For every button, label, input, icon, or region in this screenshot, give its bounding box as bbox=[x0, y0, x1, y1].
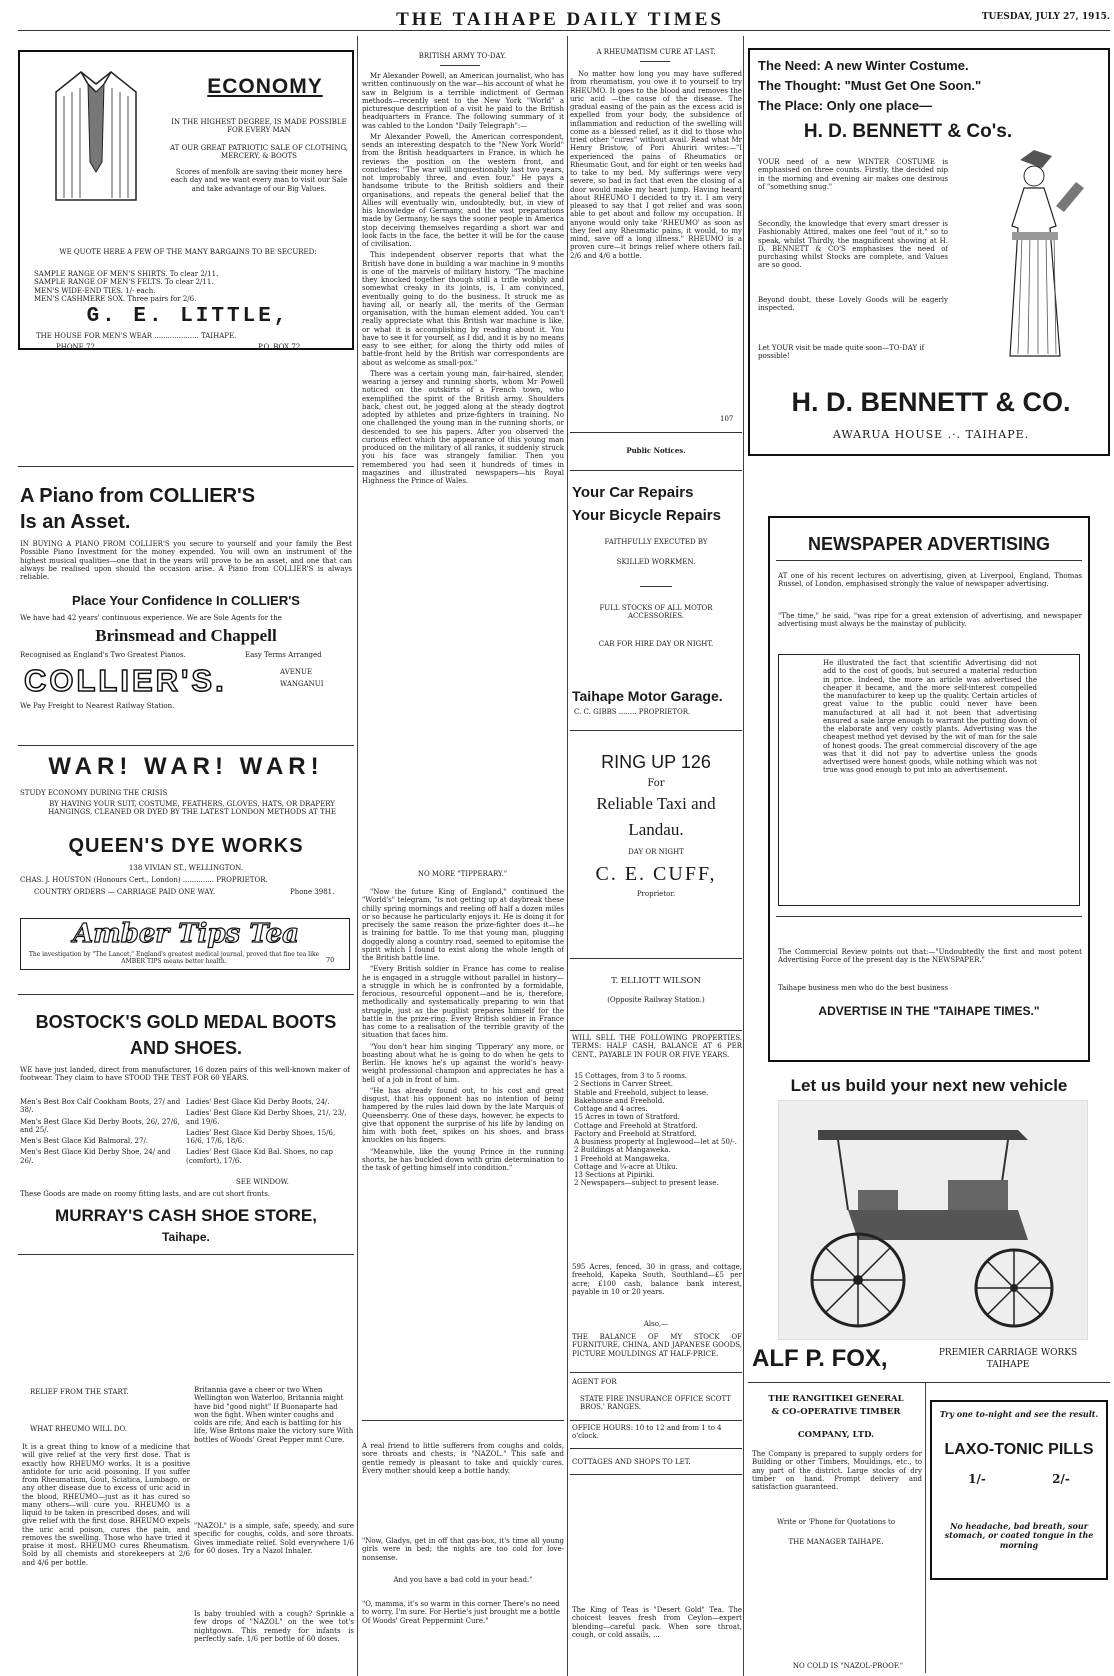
wilson-agent: AGENT FOR bbox=[572, 1378, 617, 1386]
army-nazol-2: "Now, Gladys, get in off that gas-box, it's time all young girls were in bed; the nights are too cold for love-nonsense. bbox=[362, 1537, 564, 1562]
bostock-item: Men's Best Glace Kid Derby Boots, 26/, 27/6, and 25/. bbox=[20, 1117, 180, 1134]
rule bbox=[362, 1420, 564, 1421]
little-item: MEN'S WIDE-END TIES. 1/- each. bbox=[34, 286, 156, 295]
bostock-window: SEE WINDOW. bbox=[236, 1178, 289, 1186]
rule bbox=[18, 466, 354, 467]
wilson-property: Cottage and 4 acres. bbox=[574, 1105, 648, 1113]
bostock-store: MURRAY'S CASH SHOE STORE, bbox=[55, 1206, 317, 1225]
colliers-headline-2: Is an Asset. bbox=[20, 511, 131, 533]
little-house: THE HOUSE FOR MEN'S WEAR .................... TAIHAPE. bbox=[36, 332, 237, 340]
laxo-name: LAXO-TONIC PILLS bbox=[944, 1441, 1094, 1458]
wilson-hours: OFFICE HOURS: 10 to 12 and from 1 to 4 o'clock. bbox=[572, 1424, 722, 1441]
rule bbox=[570, 1372, 742, 1373]
masthead-title: THE TAIHAPE DAILY TIMES bbox=[396, 9, 724, 30]
garage-line-2: Your Bicycle Repairs bbox=[572, 507, 721, 524]
rule bbox=[440, 65, 480, 66]
column-rule-4 bbox=[925, 1383, 926, 1673]
wilson-property: 2 Sections in Carver Street. bbox=[574, 1080, 673, 1089]
little-items bbox=[34, 270, 346, 303]
bostock-item: Ladies' Best Glace Kid Bal. Shoes, no cap (comfort), 17/6. bbox=[186, 1148, 334, 1165]
little-intro-3: Scores of menfolk are saving their money here each day and we want every man to visit our Sale and take advantage of our Big Values. bbox=[170, 168, 348, 193]
timber-manager: THE MANAGER TAIHAPE. bbox=[788, 1538, 884, 1546]
advert-lead: AT one of his recent lectures on advertising, given at Liverpool, England, Thomas Russel, of London, emphasised strongly the value of newspaper advertising. bbox=[778, 572, 1082, 589]
bostock-item: Men's Best Glace Kid Derby Shoe, 24/ and 26/. bbox=[20, 1148, 171, 1165]
nazol-verse: Britannia gave a cheer or two When Wellington won Waterloo, Britannia might have bid "good night" If Buonaparte had won the fight. When winter coughs and colds are rife, And each is battling for his life, Wise Britons make the victory sure With bottles of Woods' Great Pepper mint Cure. bbox=[194, 1386, 354, 1444]
wilson-property: A business property at Inglewood—let at 50/-. bbox=[574, 1138, 737, 1146]
advert-review: The Commercial Review points out that:—"Undoubtedly the first and most potent Advertising Force of the present day is the NEWSPAPER." bbox=[778, 948, 1082, 965]
vehicle-works: PREMIER CARRIAGE WORKS bbox=[938, 1348, 1078, 1358]
bostock-town: Taihape. bbox=[162, 1230, 210, 1244]
nazol-verse-ad-2: Is baby troubled with a cough? Sprinkle a few drops of "NAZOL" on the wee tot's nightgown. This remedy for infants is perfectly safe. 1/6 per bottle of 60 doses. bbox=[194, 1610, 354, 1643]
column-rule-1 bbox=[357, 36, 358, 1676]
bennett-need: The Need: A new Winter Costume. bbox=[758, 58, 969, 73]
bennett-visit: Let YOUR visit be made quite soon—TO-DAY if possible! bbox=[758, 344, 925, 361]
bostock-item: Men's Best Box Calf Cookham Boots, 27/ and 38/. bbox=[20, 1098, 181, 1115]
colliers-headline-1: A Piano from COLLIER'S bbox=[20, 485, 256, 507]
bostock-note: These Goods are made on roomy fitting lasts, and are cut short fronts. bbox=[20, 1190, 271, 1198]
wilson-farm: 595 Acres, fenced, 30 in grass, and cottage, freehold, Kapeka South, Southland—£5 per acre; £100 cash, balance bank interest, payable in 10 or 20 years. bbox=[572, 1263, 742, 1296]
rule bbox=[640, 586, 672, 587]
vehicle-name: ALF P. FOX, bbox=[752, 1345, 888, 1372]
masthead-date: TUESDAY, JULY 27, 1915. bbox=[981, 12, 1110, 22]
colliers-avenue: AVENUE bbox=[280, 668, 313, 676]
advert-cta: ADVERTISE IN THE "TAIHAPE TIMES." bbox=[818, 1004, 1040, 1018]
bostock-left-list bbox=[20, 1098, 182, 1168]
bennett-body-2: Secondly, the knowledge that every smart dresser is Fashionably Attired, makes one feel "out of it," so to speak, whilst Thirdly, the magnificent showing at H. D. BENNETT & CO'S emphasises the need of purchasing whilst Stocks are complete, and Values are so good. bbox=[758, 220, 948, 270]
army-paragraph: Mr Alexander Powell, an American journalist, who has written continuously on the war—his account of what he saw in Belgium is a terrible indictment of German methods—recently sent to the New York "World" a picturesque description of a visit he paid to the British headquarters in France. The following summary of it was cabled to the London "Daily Telegraph":— bbox=[362, 72, 564, 130]
tipperary-paragraph: "You don't hear him singing 'Tipperary' any more, or boasting about what he is going to do when he gets to Berlin. He knows he's up against the world's heavy-weight professional champion and appreciates he has a hell of a job in front of him. bbox=[362, 1042, 564, 1084]
rheumatism-num: 107 bbox=[720, 415, 734, 423]
wilson-property: Factory and Freehold at Stratford. bbox=[574, 1129, 697, 1138]
bennett-body-3: Beyond doubt, these Lovely Goods will be eagerly inspected. bbox=[758, 296, 948, 313]
wilson-insurance: STATE FIRE INSURANCE OFFICE SCOTT BROS.' RANGES. bbox=[580, 1395, 731, 1412]
army-title: BRITISH ARMY TO-DAY. bbox=[418, 52, 507, 60]
amber-num: 70 bbox=[326, 957, 335, 964]
rule bbox=[776, 560, 1082, 561]
rheumatism-title: A RHEUMATISM CURE AT LAST. bbox=[596, 48, 716, 56]
army-paragraph: There was a certain young man, fair-haired, slender, wearing a jersey and running shorts, whom Mr Powell noticed on the outskirts of a French town, who exemplified the spirit of the British army. Shoulders back, chest out, he jogged along at the steady dogtrot adopted by athletes and prize-fighters in training. No one challenged the young man in the running shorts, or descended to see his papers. After you observed the curious effect which the appearance of this young man produced on the military of all ranks, it suddenly struck you his face was strangely familiar. Then you remembered you had seen it hundreds of times in magazines and illustrated newspapers—his Royal Highness the Prince of Wales. bbox=[362, 369, 564, 485]
rule bbox=[570, 730, 742, 731]
bostock-right-list bbox=[186, 1098, 352, 1168]
nazol-verse-ad-1: "NAZOL" is a simple, safe, speedy, and sure specific for coughs, colds, and sore throats. Gives immediate relief. Sold everywhere 1/6 for 60 doses. Try a Nazol Inhaler. bbox=[194, 1522, 354, 1555]
colliers-brand: Brinsmead and Chappell bbox=[95, 626, 277, 645]
wilson-property: 1 Freehold at Mangaweka. bbox=[574, 1154, 670, 1163]
vehicle-town: TAIHAPE bbox=[986, 1360, 1030, 1370]
rule bbox=[570, 1420, 742, 1421]
dye-name: QUEEN'S DYE WORKS bbox=[68, 835, 304, 857]
colliers-freight: We Pay Freight to Nearest Railway Station. bbox=[20, 702, 175, 710]
rule bbox=[640, 61, 670, 62]
advert-inner bbox=[778, 654, 1080, 906]
garage-skilled: SKILLED WORKMEN. bbox=[616, 558, 696, 566]
dye-headline: WAR! WAR! WAR! bbox=[48, 753, 324, 780]
little-quote-line: WE QUOTE HERE A FEW OF THE MANY BARGAINS TO BE SECURED: bbox=[59, 248, 317, 256]
little-intro-1: IN THE HIGHEST DEGREE, IS MADE POSSIBLE FOR EVERY MAN bbox=[171, 118, 347, 135]
colliers-confidence: Place Your Confidence In COLLIER'S bbox=[72, 593, 300, 608]
tipperary-paragraph: "Meanwhile, like the young Prince in the running shorts, he has buckled down with grim determination to the task of getting himself into condition." bbox=[362, 1147, 564, 1172]
bennett-place: The Place: Only one place— bbox=[758, 98, 933, 113]
bennett-name: H. D. BENNETT & Co's. bbox=[803, 121, 1013, 142]
colliers-logo: COLLIER'S. bbox=[24, 663, 227, 698]
rule bbox=[748, 1382, 1110, 1383]
army-paragraph: Mr Alexander Powell, the American correspondent, sends an interesting despatch to the "New York World" from the British headquarters in France, in which he reviews the position on the western front, and concludes: "The war will unquestionably last two years, not improbably three, and even four." He pays a handsome tribute to the British soldiers and their organisations, and repeats the general belief that the Allies will eventually win, undoubtedly, but, in view of his knowledge of Germany, and the vast preparations made by Germany, he says the sooner people in America stop deceiving themselves regarding a short war and look facts in the face, the better it will be for the cause of civilisation. bbox=[362, 132, 564, 248]
tipperary-title: NO MORE "TIPPERARY." bbox=[417, 870, 508, 878]
little-item: SAMPLE RANGE OF MEN'S SHIRTS. To clear 2/11. bbox=[34, 270, 219, 278]
wilson-opposite: (Opposite Railway Station.) bbox=[607, 996, 705, 1004]
garage-hire: CAR FOR HIRE DAY OR NIGHT. bbox=[598, 640, 714, 648]
amber-logo: Amber Tips Tea bbox=[72, 919, 299, 949]
shirt-icon bbox=[36, 62, 156, 202]
rheumo-left-title-2: WHAT RHEUMO WILL DO. bbox=[30, 1425, 128, 1433]
rule bbox=[18, 1254, 354, 1255]
little-heading: ECONOMY bbox=[207, 75, 323, 98]
dye-proprietor: CHAS. J. HOUSTON (Honours Cert., London) .............. PROPRIETOR. bbox=[20, 876, 268, 884]
wilson-property: 13 Sections at Pipiriki. bbox=[574, 1171, 655, 1179]
advert-quote: "The time," he said, "was ripe for a great extension of advertising, and newspaper advertising must always be the mainstay of publicity. bbox=[778, 612, 1082, 629]
bennett-big: H. D. BENNETT & CO. bbox=[791, 387, 1071, 417]
little-item: MEN'S CASHMERE SOX. Three pairs for 2/6. bbox=[34, 294, 197, 303]
colliers-experience: We have had 42 years' continuous experience. We are Sole Agents for the bbox=[20, 614, 282, 622]
bostock-headline-1: BOSTOCK'S GOLD MEDAL BOOTS bbox=[35, 1012, 337, 1032]
taxi-landau: Landau. bbox=[628, 820, 684, 839]
army-nazol-4: "O, mamma, it's so warm in this corner There's no need to worry, I'm sure. For Hertie's just brought me a bottle Of Woods' Great Peppermint Cure." bbox=[362, 1600, 560, 1625]
rule bbox=[570, 1474, 742, 1475]
tipperary-paragraph: "Every British soldier in France has come to realise he is engaged in a struggle without parallel in history—a struggle in which he is confronted by a formidable, ferocious, resourceful opponent—and he is, therefore, methodically and systematically preparing to win that struggle, just as the pugilist prepares himself for the battle in the prize-ring. Every British soldier in France has come to a realisation of the terrible gravity of the situation that faces him. bbox=[362, 965, 564, 1040]
timber-title-3: COMPANY, LTD. bbox=[797, 1430, 875, 1440]
wilson-tea: The King of Teas is "Desert Gold" Tea. The choicest leaves fresh from Ceylon—expert blending—careful pack. When sore throat, cough, or cold assails, ... bbox=[572, 1606, 742, 1639]
tipperary-paragraph: "He has already found out, to his cost and great disgust, that his opponent has no intention of being hampered by the rules laid down by the late Marquis of Queensberry. One of these days, however, he expects to give that opponent the surprise of his life by landing on him with both feet, spikes on his shoes, and brass knuckles on his fingers. bbox=[362, 1086, 564, 1145]
little-item: SAMPLE RANGE OF MEN'S FELTS. To clear 2/11. bbox=[34, 278, 214, 287]
laxo-bottom: No headache, bad breath, sour stomach, or coated tongue in the morning bbox=[944, 1522, 1094, 1550]
dye-address: 138 VIVIAN ST., WELLINGTON. bbox=[128, 864, 244, 872]
taxi-name: C. E. CUFF, bbox=[595, 863, 717, 885]
rheumatism-body: No matter how long you may have suffered from rheumatism, you owe it to yourself to try RHEUMO. It goes to the blood and removes the uric acid —the cause of the disease. The gradual easing of the pain as the excess acid is expelled from your body, the subsidence of inflammation and reduction of the swelling will come as a blessed relief, as it did to those who tried other "cures" without avail. Read what Mr Henry Bristow, of Pori Ahuriri writes:—"I experienced the pains of Rheumatics or Rheumatic Gout, and for eight or ten weeks had to take to my bed. My sufferings were very severe, so bad in fact that even the closing of a door would make my heart jump. Having heard about RHEUMO I decided to try it. I am very pleased to say that I got relief and was soon able to get about and follow my occupation. If anyone would only take 'RHEUMO' as soon as they feel any Rheumatic pains, it would, to my mind, save off a long illness." RHEUMO is a proven cure—it brings relief where others fail. 2/6 and 4/6 a bottle. bbox=[570, 70, 742, 260]
tipperary-body bbox=[362, 888, 564, 1175]
wilson-property: Cottage and ¼-acre at Utiku. bbox=[574, 1162, 678, 1171]
army-body bbox=[362, 72, 564, 488]
advert-business: Taihape business men who do the best business bbox=[778, 984, 948, 992]
wilson-also: Also,— bbox=[643, 1320, 669, 1328]
advert-title: NEWSPAPER ADVERTISING bbox=[807, 534, 1051, 554]
rule bbox=[570, 1448, 742, 1449]
wilson-property: 2 Newspapers—subject to present lease. bbox=[574, 1179, 719, 1188]
army-nazol-1: A real friend to little sufferers from coughs and colds, sore throats and chests, is "NAZOL." This safe and gentle remedy is pleasant to take and quickly cures. Every mother should keep a bottle handy. bbox=[362, 1442, 564, 1475]
timber-write: Write or 'Phone for Quotations to bbox=[776, 1518, 896, 1526]
timber-title-1: THE RANGITIKEI GENERAL bbox=[768, 1394, 904, 1404]
wilson-property: 15 Acres in town of Stratford. bbox=[574, 1113, 680, 1122]
army-paragraph: This independent observer reports that what the British have done in building a war machine in 9 months is one of the marvels of military history. "The machine they knocked together though still a trifle wobbly and somewhat creaky in its joints, is, I am convinced, eventually going to do the business. It struck me as having all, or nearly all, the merits of the German organisation, with the human element added. You can't really appreciate what this British war machine is like, or what it is accomplishing by reading about it. You have to see it for yourself, as I did, and it is by no means easy to see either, for along the thirty odd miles of battle-front held by the British war correspondents are about as welcome as small-pox." bbox=[362, 251, 564, 367]
laxo-p2: 2/- bbox=[1052, 1472, 1070, 1486]
little-ad bbox=[18, 50, 354, 350]
footer-nazol: NO COLD IS "NAZOL-PROOF." bbox=[792, 1662, 904, 1670]
garage-name: Taihape Motor Garage. bbox=[572, 688, 723, 704]
dye-country: COUNTRY ORDERS — CARRIAGE PAID ONE WAY. bbox=[34, 888, 216, 896]
wilson-property: 15 Cottages, from 3 to 5 rooms. bbox=[574, 1072, 688, 1080]
rule bbox=[570, 470, 742, 471]
colliers-recognised: Recognised as England's Two Greatest Pianos. bbox=[20, 651, 186, 659]
dye-phone: Phone 3981. bbox=[290, 888, 335, 896]
rule bbox=[570, 432, 742, 433]
wilson-name: T. ELLIOTT WILSON bbox=[611, 976, 701, 986]
little-name: G. E. LITTLE, bbox=[86, 305, 290, 328]
bostock-item: Ladies' Best Glace Kid Derby Shoes, 21/, 23/, and 19/6. bbox=[186, 1109, 347, 1126]
bennett-house: AWARUA HOUSE .·. TAIHAPE. bbox=[832, 428, 1030, 441]
garage-prop: C. C. GIBBS ........ PROPRIETOR. bbox=[574, 708, 691, 716]
colliers-town: WANGANUI bbox=[280, 680, 324, 688]
taxi-prop: Proprietor. bbox=[636, 890, 676, 898]
laxo-ad bbox=[930, 1400, 1108, 1580]
column-rule-2 bbox=[567, 36, 568, 1676]
bostock-headline-2: AND SHOES. bbox=[129, 1038, 243, 1058]
little-box: P.O. BOX 72. bbox=[258, 343, 303, 350]
rule bbox=[18, 994, 354, 995]
advert-ad bbox=[768, 516, 1090, 1062]
rheumo-left-body: It is a great thing to know of a medicine that will give relief at the very first dose. That is exactly how RHEUMO works. It is a positive antidote for uric acid poisoning. If you suffer from Rheumatism, Gout, Sciatica, Lumbago, or any other disease due to excess of uric acid in the blood, RHEUMO—just as it has cured so many others—will cure you. RHEUMO is a liquid to be taken in prescribed doses, and will give relief with the first dose. RHEUMO expels the uric acid poison, cures the pain, and removes the swelling. Those who have tried it praise it most. RHEUMO cures Rheumatism. Sold by all chemists and storekeepers at 2/6 and 4/6 per bottle. bbox=[22, 1443, 190, 1567]
bostock-item: Ladies' Best Glace Kid Derby Shoes, 15/6, 16/6, 17/6, 18/6. bbox=[186, 1128, 336, 1145]
wilson-sell: WILL SELL THE FOLLOWING PROPERTIES. TERMS: HALF CASH, BALANCE AT 6 PER CENT., PAYABLE IN FOUR OR FIVE YEARS. bbox=[572, 1034, 742, 1059]
bennett-body-1: YOUR need of a new WINTER COSTUME is emphasised on three counts. Firstly, the decided nip in the morning and evening air makes one desirous of "something snug." bbox=[758, 158, 948, 191]
bennett-ad bbox=[748, 48, 1110, 456]
masthead-rule bbox=[18, 30, 1110, 31]
colliers-terms: Easy Terms Arranged bbox=[245, 651, 322, 659]
army-nazol-3: And you have a bad cold in your head." bbox=[393, 1576, 533, 1584]
rule bbox=[570, 958, 742, 959]
timber-body: The Company is prepared to supply orders for Building or other Timbers, Mouldings, etc., to any part of the district. Large stocks of dry timber on hand. Prompt delivery and satisfaction guaranteed. bbox=[752, 1450, 922, 1491]
wilson-balance: THE BALANCE OF MY STOCK OF FURNITURE, CHINA, AND JAPANESE GOODS, PICTURE MOULDINGS AT HALF-PRICE. bbox=[572, 1333, 742, 1358]
woman-illustration bbox=[972, 146, 1102, 366]
garage-faith: FAITHFULLY EXECUTED BY bbox=[604, 538, 708, 546]
taxi-ring: RING UP 126 bbox=[601, 752, 711, 772]
rheumo-left-title-1: RELIEF FROM THE START. bbox=[30, 1388, 129, 1396]
carriage-illustration bbox=[778, 1100, 1088, 1340]
rule bbox=[570, 1030, 742, 1031]
taxi-day: DAY OR NIGHT bbox=[628, 848, 684, 856]
timber-title-2: & CO-OPERATIVE TIMBER bbox=[771, 1407, 901, 1417]
advert-inner-text: He illustrated the fact that scientific Advertising did not add to the cost of goods, but secured a material reduction in price. Indeed, the more an article was advertised the cheaper it became, and the more self-interest compelled the manufacturer to keep up the quality. Certain articles of great value to the public could never have been manufactured at all had it not been that advertising ensured a sale large enough to warrant the putting down of the elaborate and very costly plants. Advertising was the cheapest method yet devised by the wit of man for the sale of honest goods. The great commercial discovery of the age was that it did not pay to advertise unless the goods advertised were honest goods, while nothing which was not true was good enough to put into an advertisement. bbox=[823, 659, 1037, 775]
garage-stocks: FULL STOCKS OF ALL MOTOR ACCESSORIES. bbox=[599, 604, 713, 621]
bostock-intro: WE have just landed, direct from manufacturer, 16 dozen pairs of this well-known maker of footwear. They claim to have STOOD THE TEST FOR 60 YEARS. bbox=[20, 1066, 350, 1083]
little-intro-2: AT OUR GREAT PATRIOTIC SALE OF CLOTHING, MERCERY, & BOOTS bbox=[169, 144, 349, 161]
amber-text: The investigation by "The Lancet," England's greatest medical journal, proved that fine tea like AMBER TIPS means better health. bbox=[28, 951, 320, 966]
laxo-try: Try one to-night and see the result. bbox=[939, 1410, 1099, 1419]
notices-title: Public Notices. bbox=[626, 447, 686, 455]
column-rule-3 bbox=[743, 36, 744, 1676]
garage-line-1: Your Car Repairs bbox=[572, 484, 694, 501]
wilson-property: Stable and Freehold, subject to lease. bbox=[574, 1088, 709, 1097]
bennett-thought: The Thought: "Must Get One Soon." bbox=[758, 78, 982, 93]
bostock-item: Men's Best Glace Kid Balmoral, 27/. bbox=[20, 1137, 149, 1145]
dye-line-2: BY HAVING YOUR SUIT, COSTUME, FEATHERS, GLOVES, HATS, OR DRAPERY HANGINGS, CLEANED OR DYED BY THE LATEST LONDON METHODS AT THE bbox=[48, 800, 336, 817]
taxi-reliable: Reliable Taxi and bbox=[596, 794, 716, 813]
wilson-let: COTTAGES AND SHOPS TO LET. bbox=[572, 1458, 691, 1466]
vehicle-headline: Let us build your next new vehicle bbox=[790, 1076, 1068, 1095]
rule bbox=[18, 745, 354, 746]
wilson-property: 2 Buildings at Mangaweka. bbox=[574, 1146, 671, 1155]
taxi-for: For bbox=[647, 778, 665, 789]
tipperary-paragraph: "Now the future King of England," continued the "World's" telegram, "is not getting up at daybreak these chilly spring mornings and reeling off half a dozen miles or so because he particularly enjoys it. He is doing it for precisely the same reason the prize-fighter does it—he is training for battle. To me that young man, plugging doggedly along a country road, seemed to epitomise the spirit which I found to exist along the whole length of the British battle line. bbox=[362, 888, 564, 962]
little-phone: PHONE 72. bbox=[56, 343, 98, 350]
shirt-illustration bbox=[36, 62, 156, 202]
carriage-icon bbox=[778, 1100, 1088, 1340]
laxo-p1: 1/- bbox=[968, 1472, 986, 1486]
dye-line-1: STUDY ECONOMY DURING THE CRISIS bbox=[20, 789, 168, 797]
bostock-item: Ladies' Best Glace Kid Derby Boots, 24/. bbox=[186, 1098, 330, 1106]
wilson-properties bbox=[574, 1072, 742, 1188]
wilson-property: Bakehouse and Freehold. bbox=[574, 1096, 665, 1105]
amber-ad bbox=[20, 918, 350, 970]
woman-figure-icon bbox=[972, 146, 1102, 366]
rule bbox=[776, 916, 1082, 917]
wilson-property: Cottage and Freehold at Stratford. bbox=[574, 1121, 698, 1130]
colliers-body: IN BUYING A PIANO FROM COLLIER'S you secure to yourself and your family the Best Possible Piano Investment for the money expended. You will own an instrument of the highest musical qualities—one that in the years will prove to be an asset, and one that can always be realised upon should the occasion arise. A Piano from COLLIER'S is always reliable. bbox=[20, 540, 352, 581]
